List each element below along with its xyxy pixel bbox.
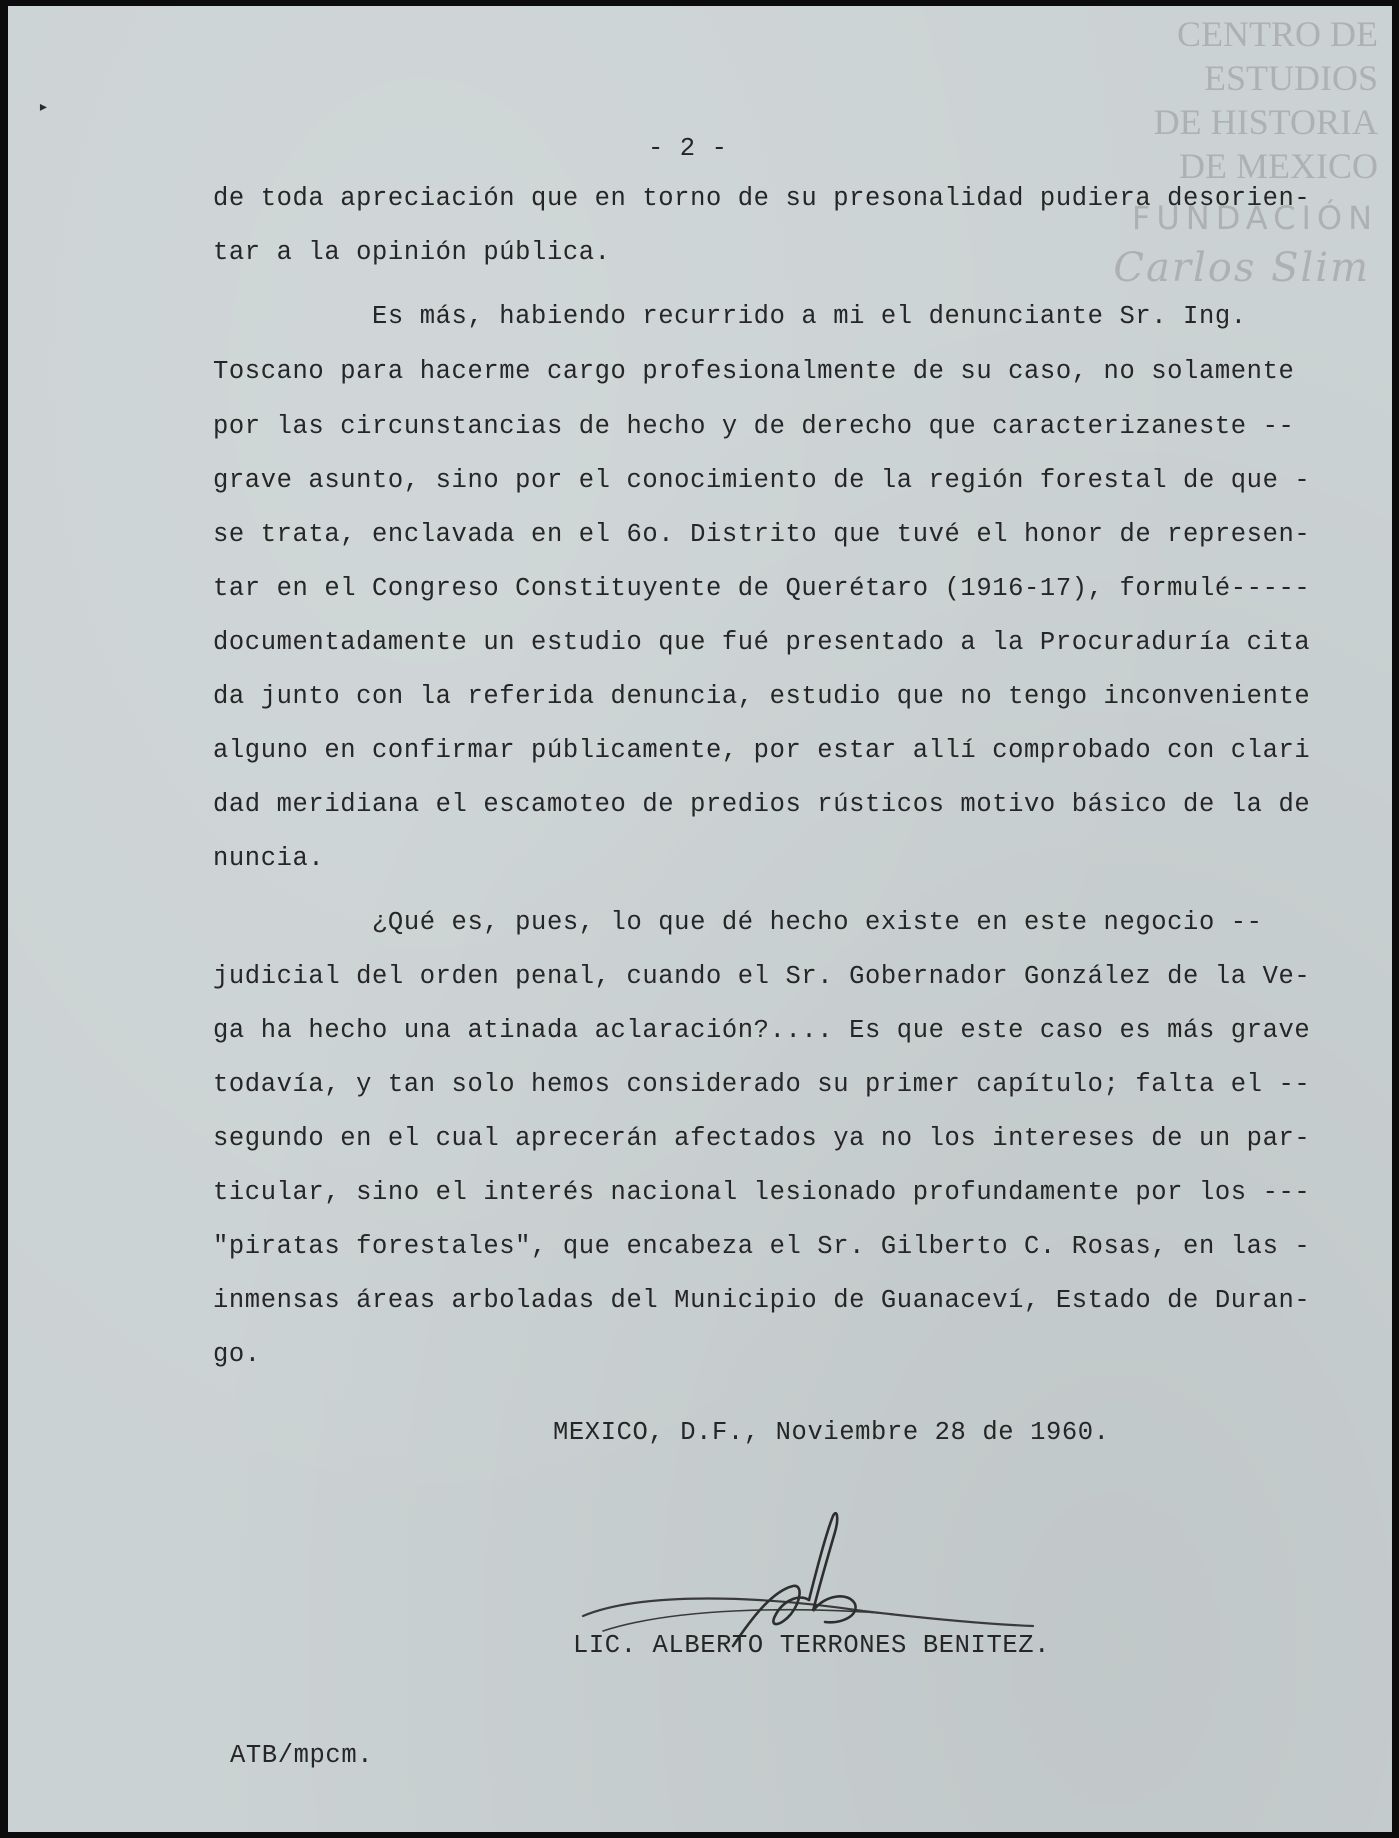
body-line-18: segundo en el cual aprecerán afectados ya no los intereses de un par- (213, 1124, 1311, 1153)
watermark (1094, 12, 1384, 290)
body-line-2: tar a la opinión pública. (213, 238, 611, 267)
watermark-line-3: DE HISTORIA (1153, 102, 1378, 142)
body-line-1: de toda apreciación que en torno de su presonalidad pudiera desorien- (213, 184, 1311, 213)
body-line-7: se trata, enclavada en el 6o. Distrito que tuvé el honor de represen- (213, 520, 1311, 549)
body-line-20: "piratas forestales", que encabeza el Sr. Gilberto C. Rosas, en las - (213, 1232, 1311, 1261)
page-number: - 2 - (648, 134, 728, 163)
body-line-6: grave asunto, sino por el conocimiento de la región forestal de que - (213, 466, 1311, 495)
body-line-15: judicial del orden penal, cuando el Sr. Gobernador González de la Ve- (213, 962, 1311, 991)
watermark-line-5: FUNDACIÓN (1131, 199, 1378, 237)
watermark-signature: Carlos Slim (1113, 245, 1370, 291)
body-line-19: ticular, sino el interés nacional lesionado profundamente por los --- (213, 1178, 1311, 1207)
body-line-8: tar en el Congreso Constituyente de Querétaro (1916-17), formulé----- (213, 574, 1311, 603)
signer-name: LIC. ALBERTO TERRONES BENITEZ. (573, 1631, 1051, 1660)
watermark-line-2: ESTUDIOS (1203, 58, 1378, 98)
body-line-21: inmensas áreas arboladas del Municipio de Guanaceví, Estado de Duran- (213, 1286, 1311, 1315)
watermark-line-1: CENTRO DE (1177, 14, 1378, 54)
body-line-13: nuncia. (213, 844, 325, 873)
body-line-16: ga ha hecho una atinada aclaración?.... Es que este caso es más grave (213, 1016, 1311, 1045)
body-line-11: alguno en confirmar públicamente, por estar allí comprobado con clari (213, 736, 1311, 765)
typist-initials: ATB/mpcm. (230, 1741, 374, 1770)
date-line: MEXICO, D.F., Noviembre 28 de 1960. (553, 1418, 1110, 1447)
document-page (8, 6, 1392, 1832)
body-line-3: Es más, habiendo recurrido a mi el denunciante Sr. Ing. (213, 302, 1247, 331)
body-line-4: Toscano para hacerme cargo profesionalmente de su caso, no solamente (213, 357, 1295, 386)
body-line-10: da junto con la referida denuncia, estudio que no tengo inconveniente (213, 682, 1311, 711)
body-line-14: ¿Qué es, pues, lo que dé hecho existe en este negocio -- (213, 908, 1263, 937)
body-line-12: dad meridiana el escamoteo de predios rústicos motivo básico de la de (213, 790, 1311, 819)
watermark-line-4: DE MEXICO (1179, 146, 1378, 186)
body-line-22: go. (213, 1340, 261, 1369)
corner-mark: ▸ (38, 96, 49, 117)
body-line-17: todavía, y tan solo hemos considerado su primer capítulo; falta el -- (213, 1070, 1311, 1099)
body-line-9: documentadamente un estudio que fué presentado a la Procuraduría cita (213, 628, 1311, 657)
body-line-5: por las circunstancias de hecho y de derecho que caracterizaneste -- (213, 412, 1295, 441)
